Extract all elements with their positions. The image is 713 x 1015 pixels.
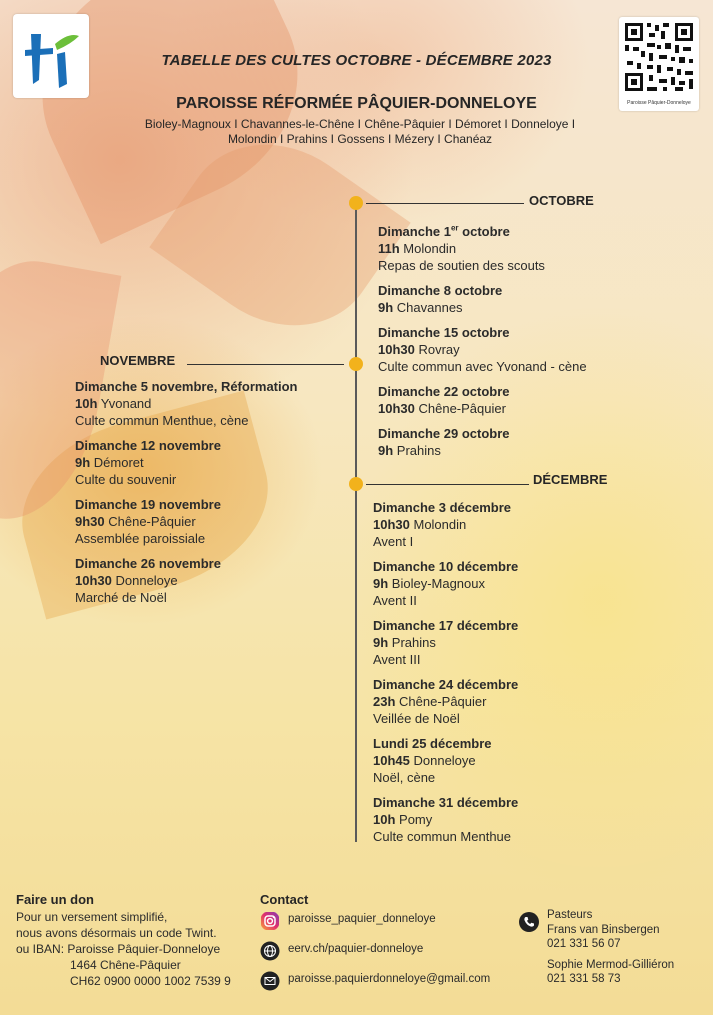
website-url: eerv.ch/paquier-donneloye — [288, 943, 424, 955]
service-note: Avent I — [373, 534, 414, 549]
service-time-place: 9h Bioley-Magnoux — [373, 576, 485, 591]
service-time-place: 10h30 Molondin — [373, 517, 467, 532]
service-entry — [373, 617, 673, 668]
service-entry — [373, 558, 673, 609]
month-heading-novembre: NOVEMBRE — [100, 353, 176, 368]
villages-list — [110, 117, 610, 147]
service-note: Avent II — [373, 593, 417, 608]
service-note: Veillée de Noël — [373, 711, 460, 726]
service-date: Dimanche 31 décembre — [373, 795, 519, 810]
service-date: Dimanche 29 octobre — [378, 426, 510, 441]
pastors-info — [547, 908, 674, 987]
service-entry — [373, 676, 673, 727]
donate-line: ou IBAN: Paroisse Pâquier-Donneloye — [16, 942, 221, 956]
pastor-phone[interactable]: 021 331 58 73 — [547, 973, 621, 985]
service-note: Culte commun Menthue, cène — [75, 413, 249, 428]
service-date: Dimanche 12 novembre — [75, 438, 221, 453]
donate-address: 1464 Chêne-Pâquier — [70, 958, 181, 972]
email-address: paroisse.paquierdonneloye@gmail.com — [288, 973, 491, 985]
service-note: Culte du souvenir — [75, 472, 177, 487]
service-date: Dimanche 10 décembre — [373, 559, 519, 574]
donate-heading: Faire un don — [16, 892, 94, 907]
villages-line: Bioley-Magnoux I Chavannes-le-Chêne I Chêne-Pâquier I Démoret I Donneloye I — [144, 117, 576, 131]
octobre-list — [378, 223, 678, 467]
service-time-place: 10h Pomy — [373, 812, 433, 827]
service-entry — [373, 735, 673, 786]
service-date: Dimanche 1er octobre — [378, 223, 510, 239]
service-entry — [75, 555, 345, 606]
service-entry — [75, 378, 345, 429]
service-entry — [378, 223, 678, 274]
contact-heading: Contact — [260, 892, 309, 907]
pastor-phone[interactable]: 021 331 56 07 — [547, 938, 621, 950]
month-heading-octobre: OCTOBRE — [529, 193, 594, 208]
timeline-dot-novembre — [349, 357, 363, 371]
service-date: Dimanche 3 décembre — [373, 500, 512, 515]
service-time-place: 9h Prahins — [378, 443, 441, 458]
pastor-name: Frans van Binsbergen — [547, 923, 660, 936]
service-note: Noël, cène — [373, 770, 436, 785]
novembre-rule — [187, 364, 344, 365]
decembre-rule — [366, 484, 529, 485]
instagram-handle: paroisse_paquier_donneloye — [288, 913, 436, 925]
service-date: Dimanche 8 octobre — [378, 283, 503, 298]
service-date: Dimanche 26 novembre — [75, 556, 221, 571]
page-title: TABELLE DES CULTES OCTOBRE - DÉCEMBRE 2023 — [161, 52, 552, 69]
parish-name: PAROISSE RÉFORMÉE PÂQUIER-DONNELOYE — [176, 95, 537, 112]
service-note: Culte commun avec Yvonand - cène — [378, 359, 587, 374]
timeline-dot-octobre — [349, 196, 363, 210]
novembre-list — [75, 378, 345, 614]
service-time-place: 23h Chêne-Pâquier — [373, 694, 487, 709]
instagram-icon — [260, 911, 280, 931]
timeline-dot-decembre — [349, 477, 363, 491]
pastor-name: Sophie Mermod-Gilliéron — [547, 958, 675, 971]
service-time-place: 10h30 Rovray — [378, 342, 460, 357]
service-note: Culte commun Menthue — [373, 829, 512, 844]
service-entry — [378, 324, 678, 375]
service-date: Lundi 25 décembre — [373, 736, 492, 751]
service-entry — [75, 437, 345, 488]
service-date: Dimanche 19 novembre — [75, 497, 221, 512]
service-entry — [378, 425, 678, 459]
service-time-place: 11h Molondin — [378, 241, 457, 256]
service-entry — [378, 383, 678, 417]
service-time-place: 9h Démoret — [75, 455, 144, 470]
service-time-place: 10h45 Donneloye — [373, 753, 476, 768]
donate-line: nous avons désormais un code Twint. — [16, 926, 217, 940]
service-entry — [373, 794, 673, 845]
service-note: Avent III — [373, 652, 421, 667]
service-note: Marché de Noël — [75, 590, 167, 605]
service-entry — [373, 499, 673, 550]
service-time-place: 9h Chavannes — [378, 300, 463, 315]
qr-label: Paroisse Pâquier-Donneloye — [627, 100, 691, 106]
mail-icon — [260, 971, 280, 991]
service-date: Dimanche 22 octobre — [378, 384, 510, 399]
service-date: Dimanche 5 novembre, Réformation — [75, 379, 298, 394]
month-heading-decembre: DÉCEMBRE — [533, 472, 608, 487]
service-time-place: 10h30 Chêne-Pâquier — [378, 401, 506, 416]
service-time-place: 9h30 Chêne-Pâquier — [75, 514, 196, 529]
donate-info — [16, 909, 231, 989]
phone-icon — [519, 912, 539, 932]
globe-icon — [260, 941, 280, 961]
villages-line: Molondin I Prahins I Gossens I Mézery I Chanéaz — [227, 132, 493, 146]
octobre-rule — [366, 203, 524, 204]
service-date: Dimanche 17 décembre — [373, 618, 519, 633]
donate-iban: CH62 0900 0000 1002 7539 9 — [70, 974, 231, 988]
service-note: Repas de soutien des scouts — [378, 258, 545, 273]
service-date: Dimanche 24 décembre — [373, 677, 519, 692]
service-time-place: 10h30 Donneloye — [75, 573, 178, 588]
service-time-place: 10h Yvonand — [75, 396, 152, 411]
service-note: Assemblée paroissiale — [75, 531, 206, 546]
pastors-label: Pasteurs — [547, 909, 593, 921]
service-date: Dimanche 15 octobre — [378, 325, 510, 340]
service-time-place: 9h Prahins — [373, 635, 436, 650]
service-entry — [75, 496, 345, 547]
donate-line: Pour un versement simplifié, — [16, 910, 168, 924]
decembre-list — [373, 499, 673, 853]
service-entry — [378, 282, 678, 316]
timeline-line — [355, 202, 357, 842]
